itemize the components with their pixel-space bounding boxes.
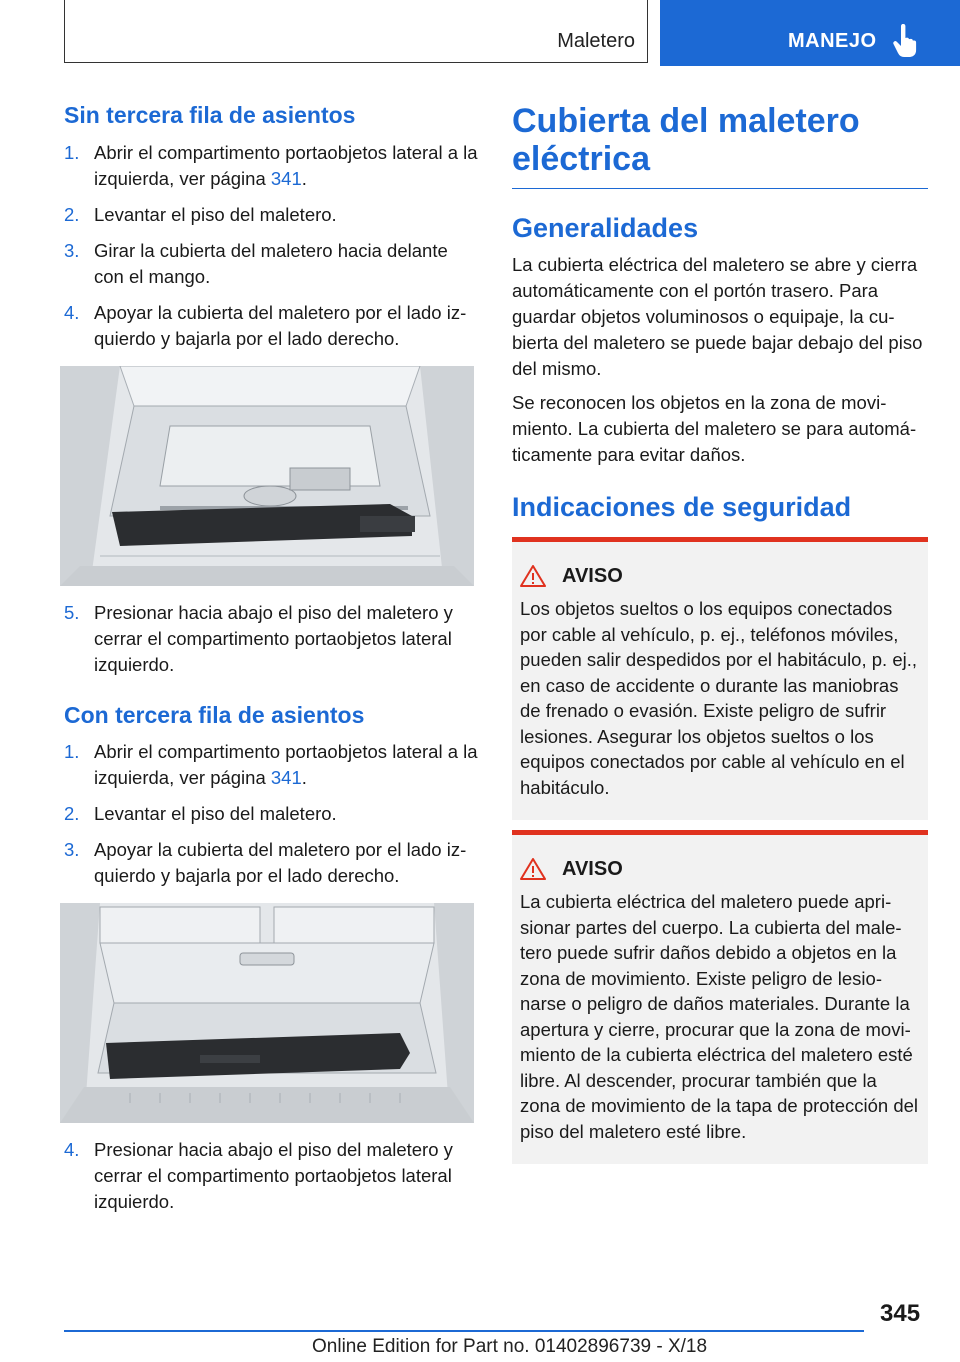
general-paragraph-2: Se reconocen los objetos en la zona de movimiento. La cubierta del maletero se para automáticamente para evitar daños. xyxy=(512,392,917,465)
list-item: 3. Girar la cubierta del maletero hacia delante con el mango. xyxy=(64,239,448,287)
warning-text: Los objetos sueltos o los equipos conectados por cable al vehículo, p. ej., teléfonos móviles, pueden salir despedidos por el habitáculo, p. ej., en caso de accidente o durante las maniobras de frenado o evasión. Existe peligro de sufrir lesiones. Asegurar los objetos sueltos o los equipos conectados por cable al vehículo en el habitáculo. xyxy=(520,598,917,798)
list-item: 5. Presionar hacia abajo el piso del maletero y cerrar el compartimento portaobjetos lateral izquierdo. xyxy=(64,601,453,675)
page-link[interactable]: 341 xyxy=(270,167,302,189)
list-item: 4. Apoyar la cubierta del maletero por el lado izquierdo y bajarla por el lado derecho. xyxy=(64,301,467,349)
list-item: 4. Presionar hacia abajo el piso del maletero y cerrar el compartimento portaobjetos lateral izquierdo. xyxy=(64,1139,453,1213)
hand-pointer-icon xyxy=(892,24,918,58)
list-item: 3. Apoyar la cubierta del maletero por el lado izquierdo y bajarla por el lado derecho. xyxy=(64,839,467,887)
warning-text: La cubierta eléctrica del maletero puede aprisionar partes del cuerpo. La cubierta del maletero puede sufrir daños debido a objetos en la zona de movimiento. Existe peligro de lesionarse o peligro de daños materiales. Durante la apertura y cierre, procurar que la zona de movimiento de la cubierta eléctrica del maletero esté libre. Al descender, procurar también que la zona de movimiento de la tapa de protección del piso del maletero esté libre. xyxy=(520,891,919,1142)
header-section-box xyxy=(64,0,648,63)
warning-label: AVISO xyxy=(562,564,623,587)
safety-heading: Indicaciones de seguridad xyxy=(512,492,852,522)
warning-label: AVISO xyxy=(562,857,623,880)
trunk-illustration-with-third-row xyxy=(60,903,474,1123)
steps-without-third-row xyxy=(64,140,478,352)
chapter-tab[interactable] xyxy=(660,0,960,66)
page-number: 345 xyxy=(880,1300,921,1327)
right-column xyxy=(512,102,928,1164)
subsection-title-with-third-row: Con tercera fila de asientos xyxy=(64,701,365,728)
warning-box xyxy=(512,537,928,820)
page-link[interactable]: 341 xyxy=(270,767,302,789)
chapter-label: MANEJO xyxy=(788,30,877,52)
list-item: 2. Levantar el piso del maletero. xyxy=(64,803,337,825)
steps-with-third-row xyxy=(64,739,478,889)
steps-without-third-row-continued xyxy=(64,600,478,678)
trunk-illustration-without-third-row xyxy=(60,366,474,586)
warning-triangle-icon xyxy=(520,564,546,588)
general-heading: Generalidades xyxy=(512,213,699,243)
left-column xyxy=(64,102,478,1225)
section-title: Maletero xyxy=(557,30,635,52)
subsection-title-without-third-row: Sin tercera fila de asientos xyxy=(64,102,356,128)
warning-triangle-icon xyxy=(520,857,546,881)
list-item: 1. Abrir el compartimento portaobjetos lateral a la izquierda, ver página 341. xyxy=(64,741,478,789)
warning-box xyxy=(512,830,928,1164)
section-heading: Cubierta del maletero eléctrica xyxy=(512,102,928,189)
footer-divider xyxy=(64,1330,864,1332)
footer-edition: Online Edition for Part no. 01402896739 - X/18 xyxy=(312,1336,708,1357)
steps-with-third-row-continued xyxy=(64,1137,478,1215)
list-item: 2. Levantar el piso del maletero. xyxy=(64,203,337,225)
general-paragraph-1: La cubierta eléctrica del maletero se abre y cierra automáticamente con el portón trasero. Para guardar objetos voluminosos o equipaje, la cubierta del maletero se puede bajar debajo del piso del mismo. xyxy=(512,254,923,379)
list-item: 1. Abrir el compartimento portaobjetos lateral a la izquierda, ver página 341. xyxy=(64,141,478,189)
